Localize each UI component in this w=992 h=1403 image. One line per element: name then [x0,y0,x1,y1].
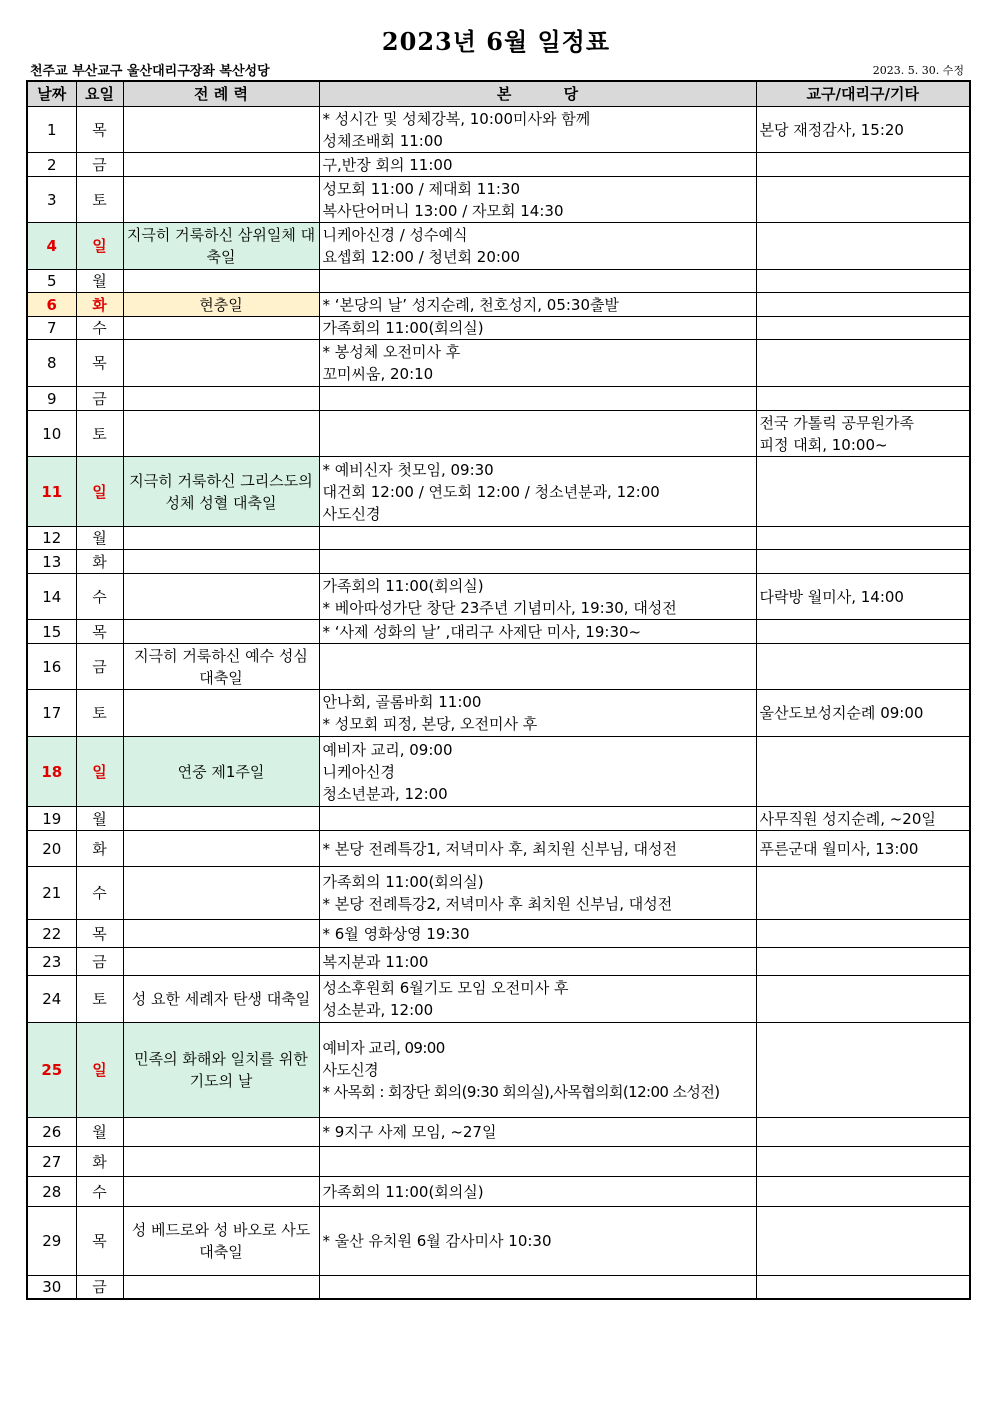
weekday-cell: 목 [76,920,123,948]
weekday-cell: 일 [76,1023,123,1118]
liturgy-cell [123,948,319,976]
liturgy-cell [123,1276,319,1300]
liturgy-cell: 지극히 거룩하신 그리스도의 성체 성혈 대축일 [123,457,319,527]
day-cell: 22 [27,920,76,948]
liturgy-cell [123,107,319,153]
day-cell: 3 [27,177,76,223]
liturgy-cell: 성 요한 세례자 탄생 대축일 [123,976,319,1023]
table-row [27,177,970,223]
diocese-event-cell [756,550,970,574]
table-row [27,807,970,831]
day-cell: 28 [27,1177,76,1207]
weekday-cell: 토 [76,411,123,457]
weekday-cell: 금 [76,948,123,976]
table-header-row [27,81,970,107]
day-cell: 8 [27,340,76,387]
parish-event-cell: 가족회의 11:00(회의실) * 본당 전례특강2, 저녁미사 후 최치원 신부님, 대성전 [319,867,756,920]
table-row [27,948,970,976]
liturgy-cell [123,1177,319,1207]
diocese-event-cell [756,644,970,690]
weekday-cell: 금 [76,153,123,177]
weekday-cell: 화 [76,831,123,867]
parish-event-cell: * ‘본당의 날’ 성지순례, 천호성지, 05:30출발 [319,293,756,317]
parish-event-cell [319,1147,756,1177]
day-cell: 1 [27,107,76,153]
liturgy-cell [123,920,319,948]
table-row [27,644,970,690]
weekday-cell: 화 [76,550,123,574]
weekday-cell: 목 [76,107,123,153]
revision-date: 2023. 5. 30. 수정 [872,64,964,77]
diocese-event-cell [756,270,970,293]
table-row [27,107,970,153]
day-cell: 9 [27,387,76,411]
parish-event-cell: * 9지구 사제 모임, ~27일 [319,1118,756,1147]
liturgy-cell: 연중 제1주일 [123,737,319,807]
liturgy-cell [123,340,319,387]
day-cell: 16 [27,644,76,690]
table-row [27,1177,970,1207]
table-row [27,1147,970,1177]
diocese-event-cell: 사무직원 성지순례, ~20일 [756,807,970,831]
parish-event-cell: 성소후원회 6월기도 모임 오전미사 후 성소분과, 12:00 [319,976,756,1023]
day-cell: 27 [27,1147,76,1177]
diocese-event-cell [756,1147,970,1177]
weekday-cell: 수 [76,867,123,920]
liturgy-cell [123,1147,319,1177]
day-cell: 14 [27,574,76,620]
parish-event-cell [319,644,756,690]
table-row [27,153,970,177]
diocese-event-cell [756,527,970,550]
weekday-cell: 목 [76,340,123,387]
weekday-cell: 화 [76,293,123,317]
day-cell: 26 [27,1118,76,1147]
header-parish: 본 당 [319,81,756,107]
liturgy-cell [123,527,319,550]
header-weekday: 요일 [76,81,123,107]
diocese-event-cell [756,293,970,317]
table-row [27,690,970,737]
weekday-cell: 토 [76,177,123,223]
day-cell: 29 [27,1207,76,1276]
diocese-event-cell [756,153,970,177]
diocese-event-cell [756,920,970,948]
liturgy-cell [123,620,319,644]
parish-event-cell: 안나회, 골롬바회 11:00 * 성모회 피정, 본당, 오전미사 후 [319,690,756,737]
diocese-event-cell [756,317,970,340]
weekday-cell: 월 [76,1118,123,1147]
diocese-event-cell [756,976,970,1023]
table-row [27,411,970,457]
weekday-cell: 금 [76,387,123,411]
parish-event-cell: * 6월 영화상영 19:30 [319,920,756,948]
parish-name: 천주교 부산교구 울산대리구장좌 복산성당 [30,64,270,79]
weekday-cell: 월 [76,807,123,831]
day-cell: 25 [27,1023,76,1118]
day-cell: 6 [27,293,76,317]
table-row [27,1023,970,1118]
diocese-event-cell: 전국 가톨릭 공무원가족 피정 대회, 10:00~ [756,411,970,457]
diocese-event-cell [756,387,970,411]
parish-event-cell: * ‘사제 성화의 날’ ,대리구 사제단 미사, 19:30~ [319,620,756,644]
weekday-cell: 일 [76,223,123,270]
page-title: 2023년 6월 일정표 [381,27,611,56]
parish-event-cell [319,550,756,574]
day-cell: 7 [27,317,76,340]
header-diocese: 교구/대리구/기타 [756,81,970,107]
liturgy-cell [123,411,319,457]
parish-event-cell: * 예비신자 첫모임, 09:30 대건회 12:00 / 연도회 12:00 / 청소년분과, 12:00 사도신경 [319,457,756,527]
day-cell: 13 [27,550,76,574]
parish-event-cell: 가족회의 11:00(회의실) * 베아따성가단 창단 23주년 기념미사, 19:30, 대성전 [319,574,756,620]
diocese-event-cell [756,948,970,976]
diocese-event-cell [756,177,970,223]
header-date: 날짜 [27,81,76,107]
day-cell: 5 [27,270,76,293]
day-cell: 4 [27,223,76,270]
weekday-cell: 목 [76,620,123,644]
weekday-cell: 수 [76,1177,123,1207]
parish-event-cell: 가족회의 11:00(회의실) [319,317,756,340]
header-liturgy: 전 례 력 [123,81,319,107]
liturgy-cell [123,690,319,737]
day-cell: 30 [27,1276,76,1300]
liturgy-cell [123,1118,319,1147]
diocese-event-cell [756,340,970,387]
liturgy-cell [123,387,319,411]
diocese-event-cell [756,1023,970,1118]
weekday-cell: 금 [76,1276,123,1300]
weekday-cell: 토 [76,976,123,1023]
parish-event-cell: 복지분과 11:00 [319,948,756,976]
day-cell: 21 [27,867,76,920]
table-row [27,1118,970,1147]
schedule-table [26,80,971,1300]
weekday-cell: 일 [76,457,123,527]
parish-event-cell [319,527,756,550]
parish-event-cell: 구,반장 회의 11:00 [319,153,756,177]
weekday-cell: 월 [76,270,123,293]
day-cell: 15 [27,620,76,644]
diocese-event-cell [756,223,970,270]
liturgy-cell [123,867,319,920]
diocese-event-cell: 푸른군대 월미사, 13:00 [756,831,970,867]
parish-event-cell [319,1276,756,1300]
diocese-event-cell [756,867,970,920]
day-cell: 12 [27,527,76,550]
weekday-cell: 목 [76,1207,123,1276]
liturgy-cell [123,317,319,340]
liturgy-cell: 현충일 [123,293,319,317]
table-row [27,574,970,620]
parish-event-cell [319,270,756,293]
day-cell: 19 [27,807,76,831]
liturgy-cell: 성 베드로와 성 바오로 사도 대축일 [123,1207,319,1276]
weekday-cell: 수 [76,574,123,620]
weekday-cell: 월 [76,527,123,550]
diocese-event-cell [756,1118,970,1147]
weekday-cell: 일 [76,737,123,807]
table-row [27,387,970,411]
table-row [27,223,970,270]
liturgy-cell [123,831,319,867]
table-row [27,340,970,387]
day-cell: 2 [27,153,76,177]
table-row [27,737,970,807]
weekday-cell: 금 [76,644,123,690]
liturgy-cell [123,153,319,177]
table-row [27,270,970,293]
diocese-event-cell: 울산도보성지순례 09:00 [756,690,970,737]
liturgy-cell: 지극히 거룩하신 삼위일체 대축일 [123,223,319,270]
table-row [27,976,970,1023]
weekday-cell: 화 [76,1147,123,1177]
weekday-cell: 수 [76,317,123,340]
day-cell: 18 [27,737,76,807]
parish-event-cell [319,387,756,411]
table-row [27,317,970,340]
table-row [27,620,970,644]
diocese-event-cell [756,1207,970,1276]
diocese-event-cell [756,737,970,807]
parish-event-cell: * 성시간 및 성체강복, 10:00미사와 함께 성체조배회 11:00 [319,107,756,153]
parish-event-cell: 예비자 교리, 09:00 니케아신경 청소년분과, 12:00 [319,737,756,807]
table-row [27,527,970,550]
parish-event-cell: * 봉성체 오전미사 후 꼬미씨움, 20:10 [319,340,756,387]
liturgy-cell [123,550,319,574]
day-cell: 20 [27,831,76,867]
day-cell: 17 [27,690,76,737]
diocese-event-cell [756,620,970,644]
parish-event-cell: 예비자 교리, 09:00 사도신경 * 사목회 : 회장단 회의(9:30 회의실),사목협의회(12:00 소성전) [319,1023,756,1118]
table-row [27,1207,970,1276]
diocese-event-cell: 본당 재정감사, 15:20 [756,107,970,153]
table-row [27,920,970,948]
liturgy-cell: 지극히 거룩하신 예수 성심 대축일 [123,644,319,690]
parish-event-cell [319,411,756,457]
diocese-event-cell: 다락방 월미사, 14:00 [756,574,970,620]
parish-event-cell [319,807,756,831]
day-cell: 24 [27,976,76,1023]
table-row [27,831,970,867]
table-row [27,293,970,317]
liturgy-cell: 민족의 화해와 일치를 위한 기도의 날 [123,1023,319,1118]
liturgy-cell [123,574,319,620]
day-cell: 10 [27,411,76,457]
parish-event-cell: * 본당 전례특강1, 저녁미사 후, 최치원 신부님, 대성전 [319,831,756,867]
liturgy-cell [123,177,319,223]
table-row [27,1276,970,1300]
diocese-event-cell [756,1276,970,1300]
liturgy-cell [123,270,319,293]
table-row [27,457,970,527]
table-row [27,867,970,920]
day-cell: 23 [27,948,76,976]
diocese-event-cell [756,457,970,527]
liturgy-cell [123,807,319,831]
day-cell: 11 [27,457,76,527]
parish-event-cell: * 울산 유치원 6월 감사미사 10:30 [319,1207,756,1276]
parish-event-cell: 성모회 11:00 / 제대회 11:30 복사단어머니 13:00 / 자모회 14:30 [319,177,756,223]
parish-event-cell: 가족회의 11:00(회의실) [319,1177,756,1207]
weekday-cell: 토 [76,690,123,737]
table-row [27,550,970,574]
diocese-event-cell [756,1177,970,1207]
parish-event-cell: 니케아신경 / 성수예식 요셉회 12:00 / 청년회 20:00 [319,223,756,270]
